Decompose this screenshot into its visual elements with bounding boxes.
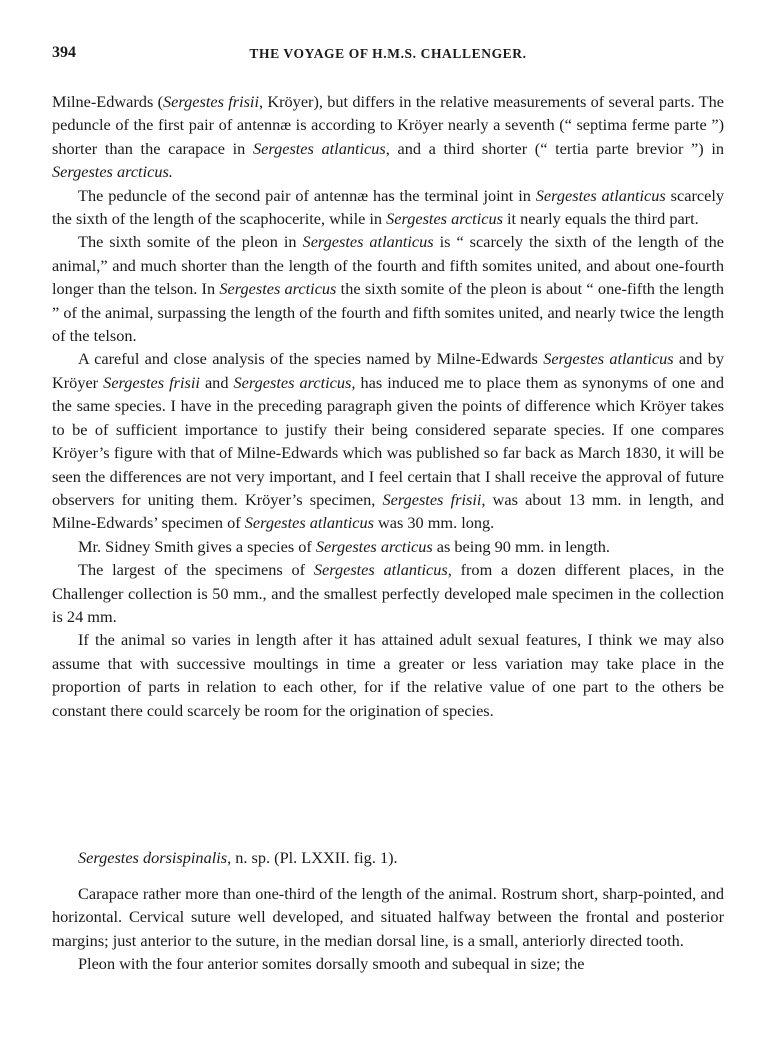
- paragraph-smith: Mr. Sidney Smith gives a species of Sergestes arcticus as being 90 mm. in length.: [78, 536, 610, 556]
- species-name: Sergestes atlanticus,: [313, 560, 452, 580]
- species-name: Sergestes atlanticus: [244, 513, 374, 533]
- species-name: Sergestes atlanticus: [302, 232, 434, 252]
- species-name: Sergestes arcticus.: [52, 162, 173, 182]
- species-name: Sergestes atlanticus: [252, 138, 386, 158]
- species-name: Sergestes arcticus: [386, 209, 503, 229]
- section-text: [52, 882, 724, 976]
- paragraph-antennae: The peduncle of the second pair of antennæ has the terminal joint in Sergestes atlanticus scarcely the sixth of the length of the scaphocerite, while in Sergestes arcticus it nearly equals the third part.: [52, 185, 724, 229]
- paragraph-specimens: The largest of the specimens of Sergestes atlanticus, from a dozen different places, in the Challenger collection is 50 mm., and the smallest perfectly developed male specimen in the collection is 24 mm.: [52, 560, 724, 626]
- species-name: Sergestes arcticus: [315, 536, 433, 556]
- paragraph-variation: If the animal so varies in length after it has attained adult sexual features, I think we may also assume that with successive moultings in time a greater or less variation may take place in the proportion of parts in relation to each other, for if the relative value of one part to the others be constant there could scarcely be room for the origination of species.: [52, 630, 724, 720]
- section-species-name: Sergestes dorsispinalis: [78, 848, 228, 867]
- species-name: Sergestes frisii: [163, 92, 259, 111]
- species-name: Sergestes atlanticus: [535, 185, 666, 205]
- paragraph-carapace: Carapace rather more than one-third of the length of the animal. Rostrum short, sharp-pointed, and horizontal. Cervical suture well developed, and situated halfway between the frontal and posterior margins; just anterior to the suture, in the median dorsal line, is a small, anteriorly directed tooth.: [52, 884, 724, 950]
- paragraph-continuation: Milne-Edwards (Sergestes frisii, Kröyer), but differs in the relative measurements of several parts. The peduncle of the first pair of antennæ is according to Kröyer nearly a seventh (“ septima ferme parte ”) shorter than the carapace in Sergestes atlanticus, and a third shorter (“ tertia parte brevior ”) in Sergestes arcticus.: [52, 92, 724, 182]
- species-name: Sergestes atlanticus: [543, 349, 674, 369]
- section-heading: Sergestes dorsispinalis, n. sp. (Pl. LXXII. fig. 1).: [78, 848, 398, 867]
- page-number: 394: [52, 44, 76, 61]
- paragraph-analysis: A careful and close analysis of the species named by Milne-Edwards Sergestes atlanticus and by Kröyer Sergestes frisii and Sergestes arcticus, has induced me to place them as synonyms of one and the same species. I have in the preceding paragraph given the points of difference which Kröyer takes to be of sufficient importance to justify their being considered separate species. If one compares Kröyer’s figure with that of Milne-Edwards which was published so far back as March 1830, it will be seen the differences are not very important, and I feel certain that I shall receive the approval of future observers for uniting them. Kröyer’s specimen, Sergestes frisii, was about 13 mm. in length, and Milne-Edwards’ specimen of Sergestes atlanticus was 30 mm. long.: [52, 349, 724, 533]
- running-head: [52, 44, 724, 68]
- body-text: [52, 90, 724, 722]
- paragraph-pleon-description: Pleon with the four anterior somites dorsally smooth and subequal in size; the: [78, 954, 585, 974]
- species-name: Sergestes frisii: [103, 372, 200, 392]
- species-name: Sergestes frisii,: [382, 489, 486, 509]
- running-title: THE VOYAGE OF H.M.S. CHALLENGER.: [249, 46, 527, 61]
- species-name: Sergestes arcticus: [219, 279, 337, 299]
- paragraph-pleon: The sixth somite of the pleon in Sergestes atlanticus is “ scarcely the sixth of the length of the animal,” and much shorter than the length of the fourth and fifth somites united, and about one-fourth longer than the telson. In Sergestes arcticus the sixth somite of the pleon is about “ one-fifth the length ” of the animal, surpassing the length of the fourth and fifth somites united, and nearly twice the length of the telson.: [52, 232, 725, 346]
- species-name: Sergestes arcticus,: [233, 372, 356, 392]
